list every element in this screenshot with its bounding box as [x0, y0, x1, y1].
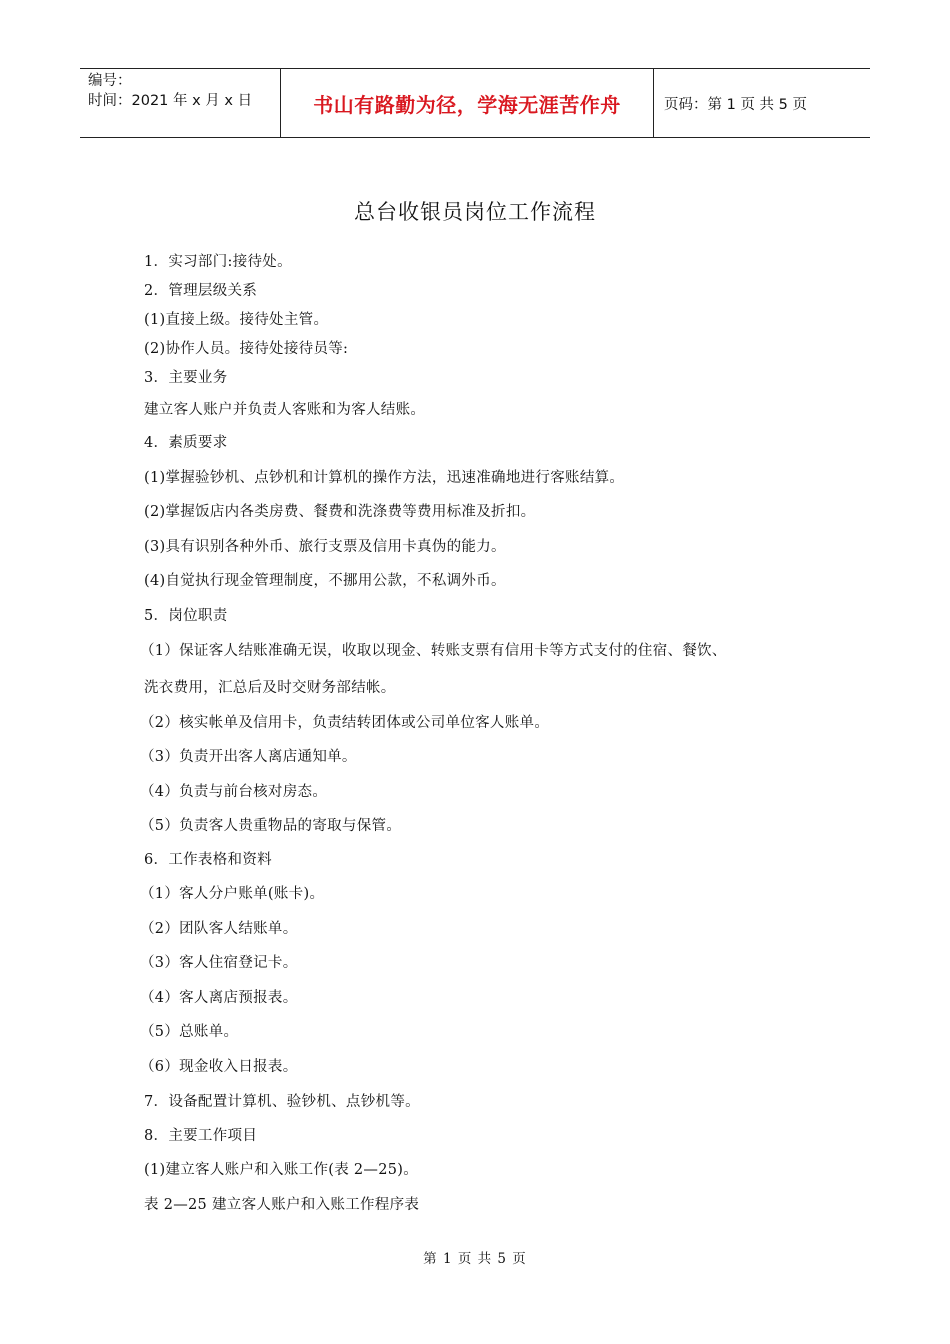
text-line: （1）保证客人结账准确无误，收取以现金、转账支票有信用卡等方式支付的住宿、餐饮、	[140, 643, 727, 659]
text-line: 4．素质要求	[144, 435, 228, 451]
text-line: 6．工作表格和资料	[144, 852, 272, 868]
text-line: 3．主要业务	[144, 370, 228, 386]
text-line: （5）总账单。	[140, 1024, 239, 1040]
text-line: (2)掌握饭店内各类房费、餐费和洗涤费等费用标准及折扣。	[144, 504, 536, 520]
document-date: 时间：2021 年 x 月 x 日	[88, 93, 253, 109]
text-line: （3）客人住宿登记卡。	[140, 955, 298, 971]
text-line: （5）负责客人贵重物品的寄取与保管。	[140, 818, 402, 834]
text-line: 8．主要工作项目	[144, 1128, 258, 1144]
text-line: (4)自觉执行现金管理制度，不挪用公款，不私调外币。	[144, 573, 506, 589]
text-line: (1)掌握验钞机、点钞机和计算机的操作方法，迅速准确地进行客账结算。	[144, 470, 625, 486]
header-motto-cell	[281, 69, 654, 137]
text-line: （2）团队客人结账单。	[140, 921, 298, 937]
text-line: （4）客人离店预报表。	[140, 990, 298, 1006]
document-number: 编号：	[88, 73, 132, 89]
text-line: 表 2—25 建立客人账户和入账工作程序表	[144, 1197, 420, 1213]
text-line: （1）客人分户账单(账卡)。	[140, 886, 325, 902]
document-title: 总台收银员岗位工作流程	[354, 200, 596, 224]
header-page-cell	[654, 69, 870, 137]
text-line: （2）核实帐单及信用卡，负责结转团体或公司单位客人账单。	[140, 715, 550, 731]
text-line: (1)建立客人账户和入账工作(表 2—25)。	[144, 1162, 419, 1178]
header-page-number: 页码：第 1 页 共 5 页	[664, 96, 807, 113]
text-line: （6）现金收入日报表。	[140, 1059, 298, 1075]
text-line: 建立客人账户并负责人客账和为客人结账。	[144, 402, 426, 418]
text-line: （4）负责与前台核对房态。	[140, 784, 328, 800]
text-line: （3）负责开出客人离店通知单。	[140, 749, 357, 765]
text-line: (3)具有识别各种外币、旅行支票及信用卡真伪的能力。	[144, 539, 506, 555]
header-motto: 书山有路勤为径，学海无涯苦作舟	[313, 92, 621, 117]
page-header	[80, 68, 870, 138]
page-footer: 第 1 页 共 5 页	[423, 1251, 527, 1267]
text-line: 1．实习部门:接待处。	[144, 254, 292, 270]
text-line: 5．岗位职责	[144, 608, 228, 624]
header-meta-cell	[80, 69, 281, 137]
text-line: 洗衣费用，汇总后及时交财务部结帐。	[144, 680, 396, 696]
text-line: 7．设备配置计算机、验钞机、点钞机等。	[144, 1094, 420, 1110]
text-line: (2)协作人员。接待处接待员等:	[144, 341, 349, 357]
text-line: 2．管理层级关系	[144, 283, 258, 299]
text-line: (1)直接上级。接待处主管。	[144, 312, 329, 328]
